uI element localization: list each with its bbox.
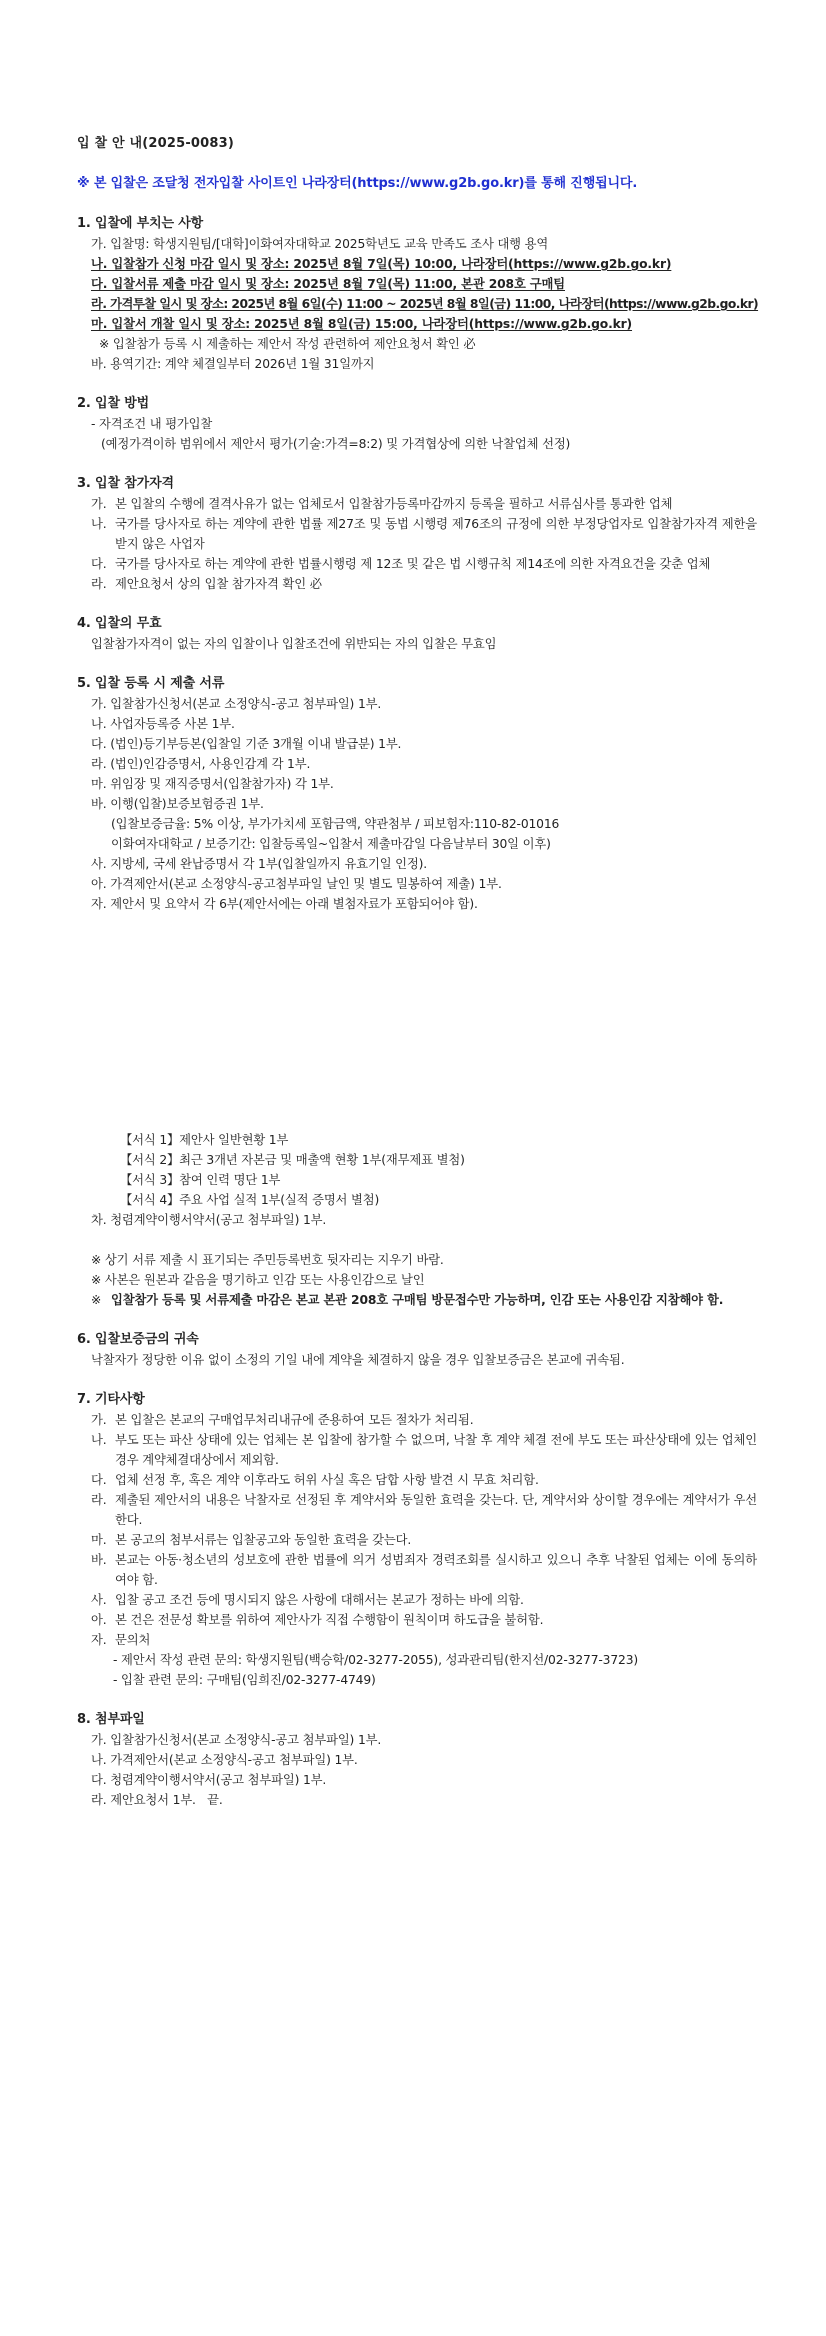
section-heading: 3. 입찰 참가자격 bbox=[77, 476, 174, 491]
item-text: 문의처 bbox=[115, 1633, 151, 1647]
item-text: 제출된 제안서의 내용은 낙찰자로 선정된 후 계약서와 동일한 효력을 갖는다. 단, 계약서와 상이할 경우에는 계약서가 우선한다. bbox=[115, 1493, 757, 1527]
bid-notice-document bbox=[77, 134, 757, 1810]
item-marker: 라. bbox=[91, 1493, 107, 1507]
list-item bbox=[77, 574, 757, 594]
attachment-item: 다. 청렴계약이행서약서(공고 첨부파일) 1부. bbox=[91, 1773, 327, 1787]
list-item: 아. 가격제안서(본교 소정양식-공고첨부파일 날인 및 별도 밀봉하여 제출) 1부. bbox=[91, 877, 502, 891]
document-deadline: 다. 입찰서류 제출 마감 일시 및 장소: 2025년 8월 7일(목) 11:00, 본관 208호 구매팀 bbox=[91, 277, 565, 291]
item-marker: 다. bbox=[91, 557, 107, 571]
item-text: 업체 선정 후, 혹은 계약 이후라도 허위 사실 혹은 담합 사항 발견 시 무효 처리함. bbox=[115, 1473, 539, 1487]
list-item bbox=[77, 1490, 757, 1530]
list-item: 나. 사업자등록증 사본 1부. bbox=[91, 717, 235, 731]
section-deposit-forfeit bbox=[77, 1330, 757, 1370]
item-text: 국가를 당사자로 하는 계약에 관한 법률 제27조 및 동법 시행령 제76조의 규정에 의한 부정당업자로 입찰참가자격 제한을 받지 않은 사업자 bbox=[115, 517, 757, 551]
section-eligibility bbox=[77, 474, 757, 594]
note-resident-number: ※ 상기 서류 제출 시 표기되는 주민등록번호 뒷자리는 지우기 바람. bbox=[91, 1253, 444, 1267]
list-item bbox=[77, 514, 757, 554]
blank-area bbox=[77, 914, 757, 1130]
list-item: 라. (법인)인감증명서, 사용인감계 각 1부. bbox=[91, 757, 311, 771]
note-marker: ※ bbox=[91, 1293, 102, 1307]
item-text: 본 입찰은 본교의 구매업무처리내규에 준용하여 모든 절차가 처리됨. bbox=[115, 1413, 474, 1427]
item-marker: 자. bbox=[91, 1633, 107, 1647]
form-item: 【서식 3】참여 인력 명단 1부 bbox=[120, 1173, 281, 1187]
item-marker: 마. bbox=[91, 1533, 107, 1547]
item-marker: 사. bbox=[91, 1593, 107, 1607]
section-heading: 6. 입찰보증금의 귀속 bbox=[77, 1332, 199, 1347]
item-marker: 나. bbox=[91, 517, 107, 531]
item-marker: 바. bbox=[91, 1553, 107, 1567]
list-item bbox=[77, 1410, 757, 1430]
item-text: 입찰 공고 조건 등에 명시되지 않은 사항에 대해서는 본교가 정하는 바에 의함. bbox=[115, 1593, 524, 1607]
price-bid-period: 라. 가격투찰 일시 및 장소: 2025년 8월 6일(수) 11:00 ~ 2025년 8월 8일(금) 11:00, 나라장터(https://www.g2b.go.kr) bbox=[91, 297, 759, 311]
section-heading: 5. 입찰 등록 시 제출 서류 bbox=[77, 676, 225, 691]
section-bid-method bbox=[77, 394, 757, 454]
list-item: 차. 청렴계약이행서약서(공고 첨부파일) 1부. bbox=[91, 1213, 327, 1227]
list-item bbox=[77, 554, 757, 574]
section-bid-details bbox=[77, 214, 757, 374]
method-line: - 자격조건 내 평가입찰 bbox=[91, 417, 213, 431]
section-heading: 7. 기타사항 bbox=[77, 1392, 145, 1407]
proposal-note: ※ 입찰참가 등록 시 제출하는 제안서 작성 관련하여 제안요청서 확인 必 bbox=[99, 337, 476, 351]
list-item: 다. (법인)등기부등본(입찰일 기준 3개월 이내 발급분) 1부. bbox=[91, 737, 402, 751]
bid-opening: 마. 입찰서 개찰 일시 및 장소: 2025년 8월 8일(금) 15:00, 나라장터(https://www.g2b.go.kr) bbox=[91, 317, 633, 331]
item-text: 제안요청서 상의 입찰 참가자격 확인 必 bbox=[115, 577, 322, 591]
section-other-matters bbox=[77, 1390, 757, 1690]
item-marker: 가. bbox=[91, 1413, 107, 1427]
form-item: 【서식 2】최근 3개년 자본금 및 매출액 현황 1부(재무제표 별첨) bbox=[120, 1153, 465, 1167]
note-copy-seal: ※ 사본은 원본과 같음을 명기하고 인감 또는 사용인감으로 날인 bbox=[91, 1273, 425, 1287]
list-item bbox=[77, 1630, 757, 1650]
item-text: 본 입찰의 수행에 결격사유가 없는 업체로서 입찰참가등록마감까지 등록을 필하고 서류심사를 통과한 업체 bbox=[115, 497, 673, 511]
list-item: 가. 입찰참가신청서(본교 소정양식-공고 첨부파일) 1부. bbox=[91, 697, 382, 711]
registration-deadline: 나. 입찰참가 신청 마감 일시 및 장소: 2025년 8월 7일(목) 10:00, 나라장터(https://www.g2b.go.kr) bbox=[91, 257, 672, 271]
list-item bbox=[77, 1590, 757, 1610]
bid-name: 가. 입찰명: 학생지원팀/[대학]이화여자대학교 2025학년도 교육 만족도 조사 대행 용역 bbox=[91, 237, 549, 251]
list-item bbox=[77, 1530, 757, 1550]
item-marker: 나. bbox=[91, 1433, 107, 1447]
document-title: 입 찰 안 내(2025-0083) bbox=[77, 136, 235, 151]
section-heading: 1. 입찰에 부치는 사항 bbox=[77, 216, 204, 231]
item-marker: 가. bbox=[91, 497, 107, 511]
item-text: 본교는 아동·청소년의 성보호에 관한 법률에 의거 성범죄자 경력조회를 실시하고 있으니 추후 낙찰된 업체는 이에 동의하여야 함. bbox=[115, 1553, 757, 1587]
item-text: 본 공고의 첨부서류는 입찰공고와 동일한 효력을 갖는다. bbox=[115, 1533, 412, 1547]
list-item bbox=[77, 1550, 757, 1590]
invalid-text: 입찰참가자격이 없는 자의 입찰이나 입찰조건에 위반되는 자의 입찰은 무효임 bbox=[91, 637, 497, 651]
forfeit-text: 낙찰자가 정당한 이유 없이 소정의 기일 내에 계약을 체결하지 않을 경우 입찰보증금은 본교에 귀속됨. bbox=[91, 1353, 625, 1367]
section-invalid-bids bbox=[77, 614, 757, 654]
contact-bid: - 입찰 관련 문의: 구매팀(임희진/02-3277-4749) bbox=[113, 1673, 376, 1687]
service-period: 바. 용역기간: 계약 체결일부터 2026년 1월 31일까지 bbox=[91, 357, 375, 371]
list-item bbox=[77, 1430, 757, 1470]
section-heading: 4. 입찰의 무효 bbox=[77, 616, 162, 631]
item-marker: 다. bbox=[91, 1473, 107, 1487]
attachment-item: 나. 가격제안서(본교 소정양식-공고 첨부파일) 1부. bbox=[91, 1753, 358, 1767]
item-marker: 아. bbox=[91, 1613, 107, 1627]
section-heading: 8. 첨부파일 bbox=[77, 1712, 145, 1727]
list-item: 바. 이행(입찰)보증보험증권 1부. bbox=[91, 797, 264, 811]
attachment-item: 라. 제안요청서 1부. 끝. bbox=[91, 1793, 223, 1807]
list-item: 마. 위임장 및 재직증명서(입찰참가자) 각 1부. bbox=[91, 777, 334, 791]
list-item bbox=[77, 1610, 757, 1630]
form-item: 【서식 1】제안사 일반현황 1부 bbox=[120, 1133, 289, 1147]
item-text: 본 건은 전문성 확보를 위하여 제안사가 직접 수행함이 원칙이며 하도급을 불허함. bbox=[115, 1613, 544, 1627]
section-attachments bbox=[77, 1710, 757, 1810]
bond-detail: 이화여자대학교 / 보증기간: 입찰등록일~입찰서 제출마감일 다음날부터 30일 이후) bbox=[111, 837, 551, 851]
attachment-item: 가. 입찰참가신청서(본교 소정양식-공고 첨부파일) 1부. bbox=[91, 1733, 382, 1747]
method-detail: (예정가격이하 범위에서 제안서 평가(기술:가격=8:2) 및 가격협상에 의한 낙찰업체 선정) bbox=[101, 437, 571, 451]
g2b-notice: ※ 본 입찰은 조달청 전자입찰 사이트인 나라장터(https://www.g2b.go.kr)를 통해 진행됩니다. bbox=[77, 176, 638, 191]
item-marker: 라. bbox=[91, 577, 107, 591]
section-heading: 2. 입찰 방법 bbox=[77, 396, 150, 411]
section-required-documents bbox=[77, 674, 757, 1310]
bond-detail: (입찰보증금율: 5% 이상, 부가가치세 포함금액, 약관첨부 / 피보험자:110-82-01016 bbox=[111, 817, 560, 831]
list-item: 자. 제안서 및 요약서 각 6부(제안서에는 아래 별첨자료가 포함되어야 함). bbox=[91, 897, 478, 911]
note-text: 입찰참가 등록 및 서류제출 마감은 본교 본관 208호 구매팀 방문접수만 가능하며, 인감 또는 사용인감 지참해야 함. bbox=[111, 1293, 724, 1307]
list-item bbox=[77, 1470, 757, 1490]
item-text: 국가를 당사자로 하는 계약에 관한 법률시행령 제 12조 및 같은 법 시행규칙 제14조에 의한 자격요건을 갖춘 업체 bbox=[115, 557, 711, 571]
contact-proposal: - 제안서 작성 관련 문의: 학생지원팀(백승학/02-3277-2055), 성과관리팀(한지선/02-3277-3723) bbox=[113, 1653, 639, 1667]
form-item: 【서식 4】주요 사업 실적 1부(실적 증명서 별첨) bbox=[120, 1193, 380, 1207]
list-item: 사. 지방세, 국세 완납증명서 각 1부(입찰일까지 유효기일 인정). bbox=[91, 857, 428, 871]
list-item bbox=[77, 494, 757, 514]
note-visit-submission bbox=[77, 1290, 757, 1310]
item-text: 부도 또는 파산 상태에 있는 업체는 본 입찰에 참가할 수 없으며, 낙찰 후 계약 체결 전에 부도 또는 파산상태에 있는 업체인 경우 계약체결대상에서 제외함. bbox=[115, 1433, 757, 1467]
